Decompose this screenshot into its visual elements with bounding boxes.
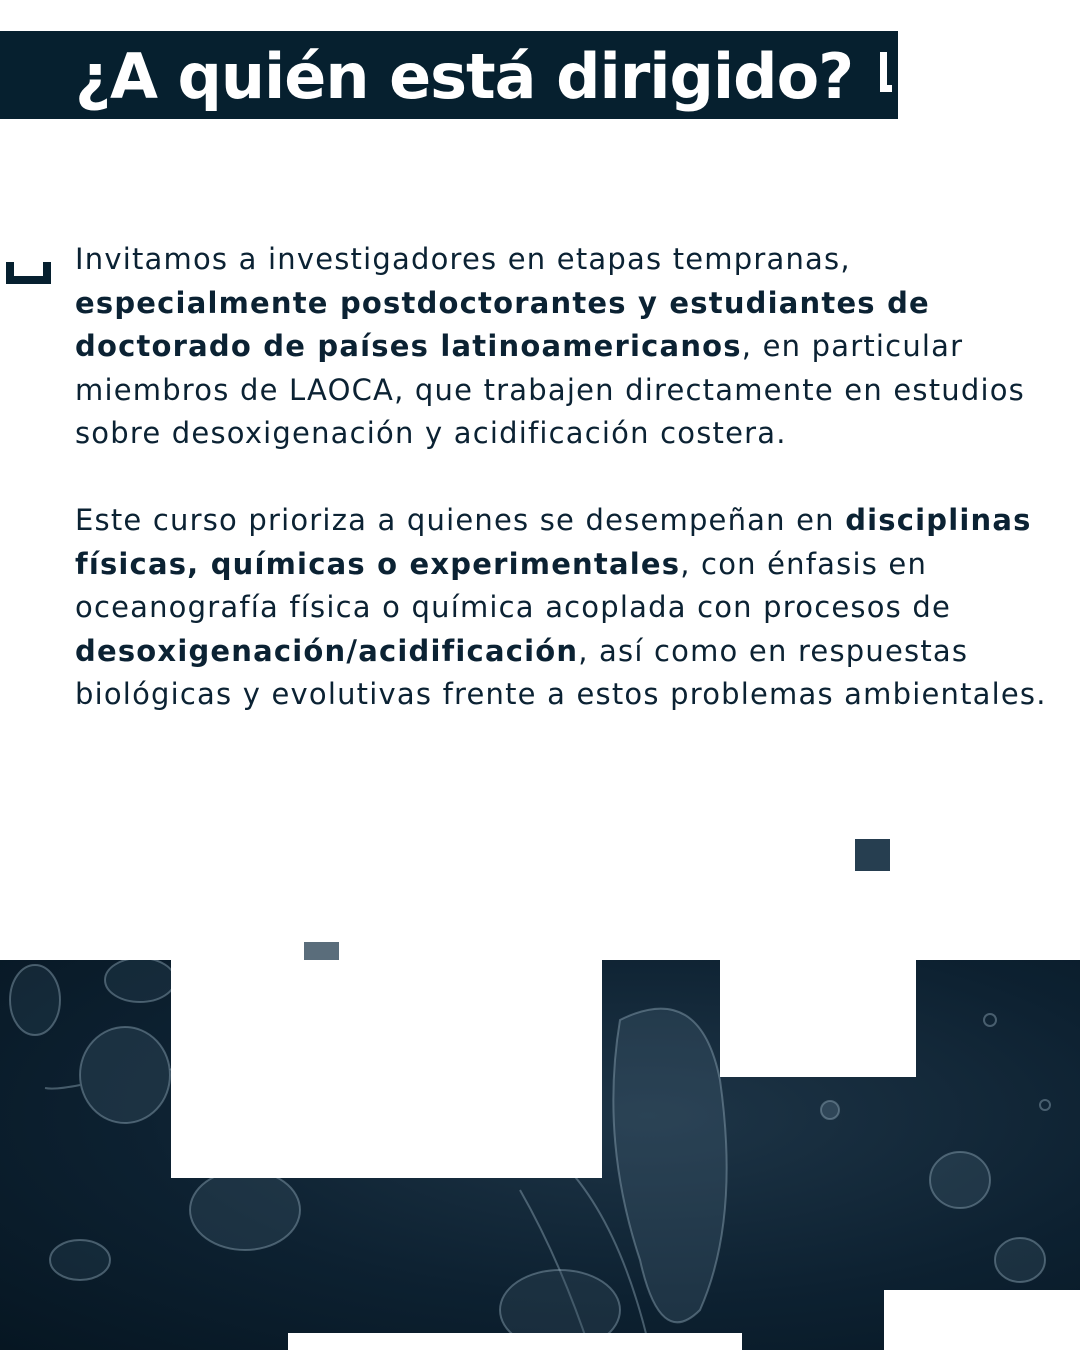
intro-emphasis: especialmente postdoctorantes y estudiantes de doctorado de países latinoamericanos	[75, 285, 930, 363]
white-block	[171, 960, 602, 1178]
priority-text-2: , con énfasis en oceanografía física o química acoplada con procesos de	[75, 546, 952, 624]
decorative-square	[855, 839, 890, 871]
white-block	[884, 1290, 1080, 1350]
priority-paragraph	[75, 499, 1055, 717]
priority-text-3: , así como en respuestas biológicas y evolutivas frente a estos problemas ambientales.	[75, 633, 1047, 711]
page-title: ¿A quién está dirigido?	[75, 40, 854, 113]
bracket-icon	[6, 262, 51, 284]
corner-bracket-icon	[880, 52, 892, 92]
priority-emphasis-2: desoxigenación/acidificación	[75, 633, 579, 668]
priority-emphasis-1: disciplinas físicas, químicas o experimentales	[75, 503, 1032, 581]
body-text	[75, 238, 1055, 717]
white-block	[720, 960, 916, 1077]
white-block	[288, 1333, 742, 1350]
intro-text-1: Invitamos a investigadores en etapas tempranas,	[75, 242, 851, 276]
intro-text-2: , en particular miembros de LAOCA, que trabajen directamente en estudios sobre desoxigenación y acidificación costera.	[75, 329, 1025, 450]
priority-text-1: Este curso prioriza a quienes se desempeñan en	[75, 503, 846, 537]
intro-paragraph	[75, 238, 1055, 456]
